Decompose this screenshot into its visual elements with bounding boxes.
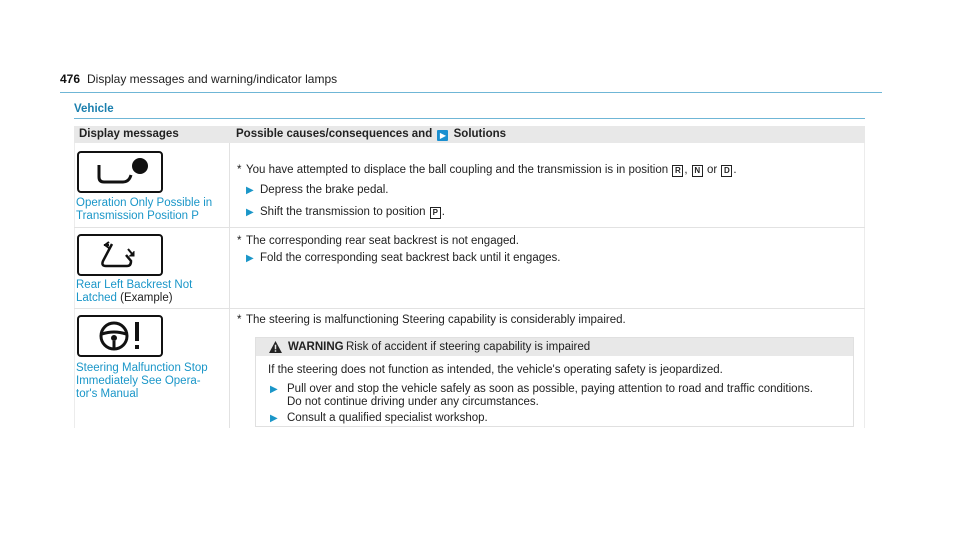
gear-n-key: N (692, 165, 703, 177)
arrow-icon: ▶ (270, 384, 278, 395)
messages-table (74, 126, 865, 428)
action-step (246, 252, 561, 265)
column-divider (229, 143, 230, 428)
warning-action (270, 412, 488, 425)
column-header-causes (236, 128, 506, 141)
column-header-causes-text: Possible causes/consequences and (236, 128, 433, 140)
table-border-right (864, 143, 865, 428)
gear-d-key: D (721, 165, 732, 177)
cause-text (237, 314, 626, 326)
warning-box (255, 337, 854, 427)
cause-sentence: The steering is malfunctioning Steering capability is considerably impaired. (246, 314, 626, 326)
warning-action-line: Do not continue driving under any circumstances. (287, 396, 539, 408)
section-divider (74, 118, 865, 119)
gear-p-key: P (430, 207, 441, 219)
action-text: Depress the brake pedal. (260, 184, 389, 196)
warning-header (256, 338, 853, 356)
cause-sentence: You have attempted to displace the ball coupling and the transmission is in position (246, 164, 669, 176)
page-number: 476 (60, 72, 81, 86)
message-operation-only (76, 197, 226, 223)
table-border-left (74, 143, 75, 428)
action-text: Shift the transmission to position (260, 206, 426, 218)
message-rear-left-backrest (76, 279, 226, 305)
message-line: Operation Only Possible in (76, 197, 213, 209)
message-line: Rear Left Backrest Not (76, 279, 193, 291)
column-header-messages: Display messages (79, 128, 179, 140)
message-line: Latched (76, 292, 117, 304)
arrow-icon: ▶ (270, 413, 278, 424)
section-title: Vehicle (74, 103, 114, 115)
or-text: or (706, 164, 718, 176)
arrow-icon: ▶ (246, 253, 254, 264)
steering-malfunction-symbol-icon (77, 315, 163, 357)
action-text: Fold the corresponding seat backrest back until it engages. (260, 252, 561, 264)
cause-text: * You have attempted to displace the ball coupling and the transmission is in position R , N or D . (237, 164, 737, 176)
table-header (74, 126, 865, 143)
column-header-solutions-text: Solutions (453, 128, 507, 140)
asterisk: * (237, 314, 242, 326)
example-note: (Example) (120, 292, 173, 304)
arrow-icon: ▶ (246, 185, 254, 196)
message-line: Steering Malfunction Stop (76, 362, 208, 374)
warning-triangle-icon (269, 341, 282, 353)
message-line: Transmission Position P (76, 210, 199, 222)
gear-r-key: R (672, 165, 683, 177)
ball-coupling-symbol-icon (77, 151, 163, 193)
warning-heading: Risk of accident if steering capability is impaired (346, 341, 591, 353)
rear-seat-backrest-symbol-icon (77, 234, 163, 276)
message-line: tor's Manual (76, 388, 139, 400)
action-step: ▶ Shift the transmission to position P . (246, 206, 445, 218)
cause-text (237, 235, 519, 247)
message-steering-malfunction (76, 362, 226, 401)
cause-sentence: The corresponding rear seat backrest is not engaged. (246, 235, 519, 247)
asterisk: * (237, 235, 242, 247)
warning-body: If the steering does not function as intended, the vehicle's operating safety is jeopardized. (268, 364, 723, 376)
arrow-icon: ▶ (437, 130, 448, 141)
row-divider (74, 227, 865, 228)
asterisk: * (237, 164, 242, 176)
message-line: Immediately See Opera- (76, 375, 201, 387)
warning-action-line: Consult a qualified specialist workshop. (287, 412, 488, 424)
page-title: Display messages and warning/indicator lamps (87, 72, 338, 86)
warning-action-line: Pull over and stop the vehicle safely as soon as possible, paying attention to road and traffic conditions. (287, 383, 813, 395)
warning-label: WARNING (288, 341, 344, 353)
action-step (246, 184, 389, 197)
row-divider (74, 308, 865, 309)
arrow-icon: ▶ (246, 207, 254, 218)
page-header (60, 72, 882, 93)
warning-action (270, 383, 813, 409)
